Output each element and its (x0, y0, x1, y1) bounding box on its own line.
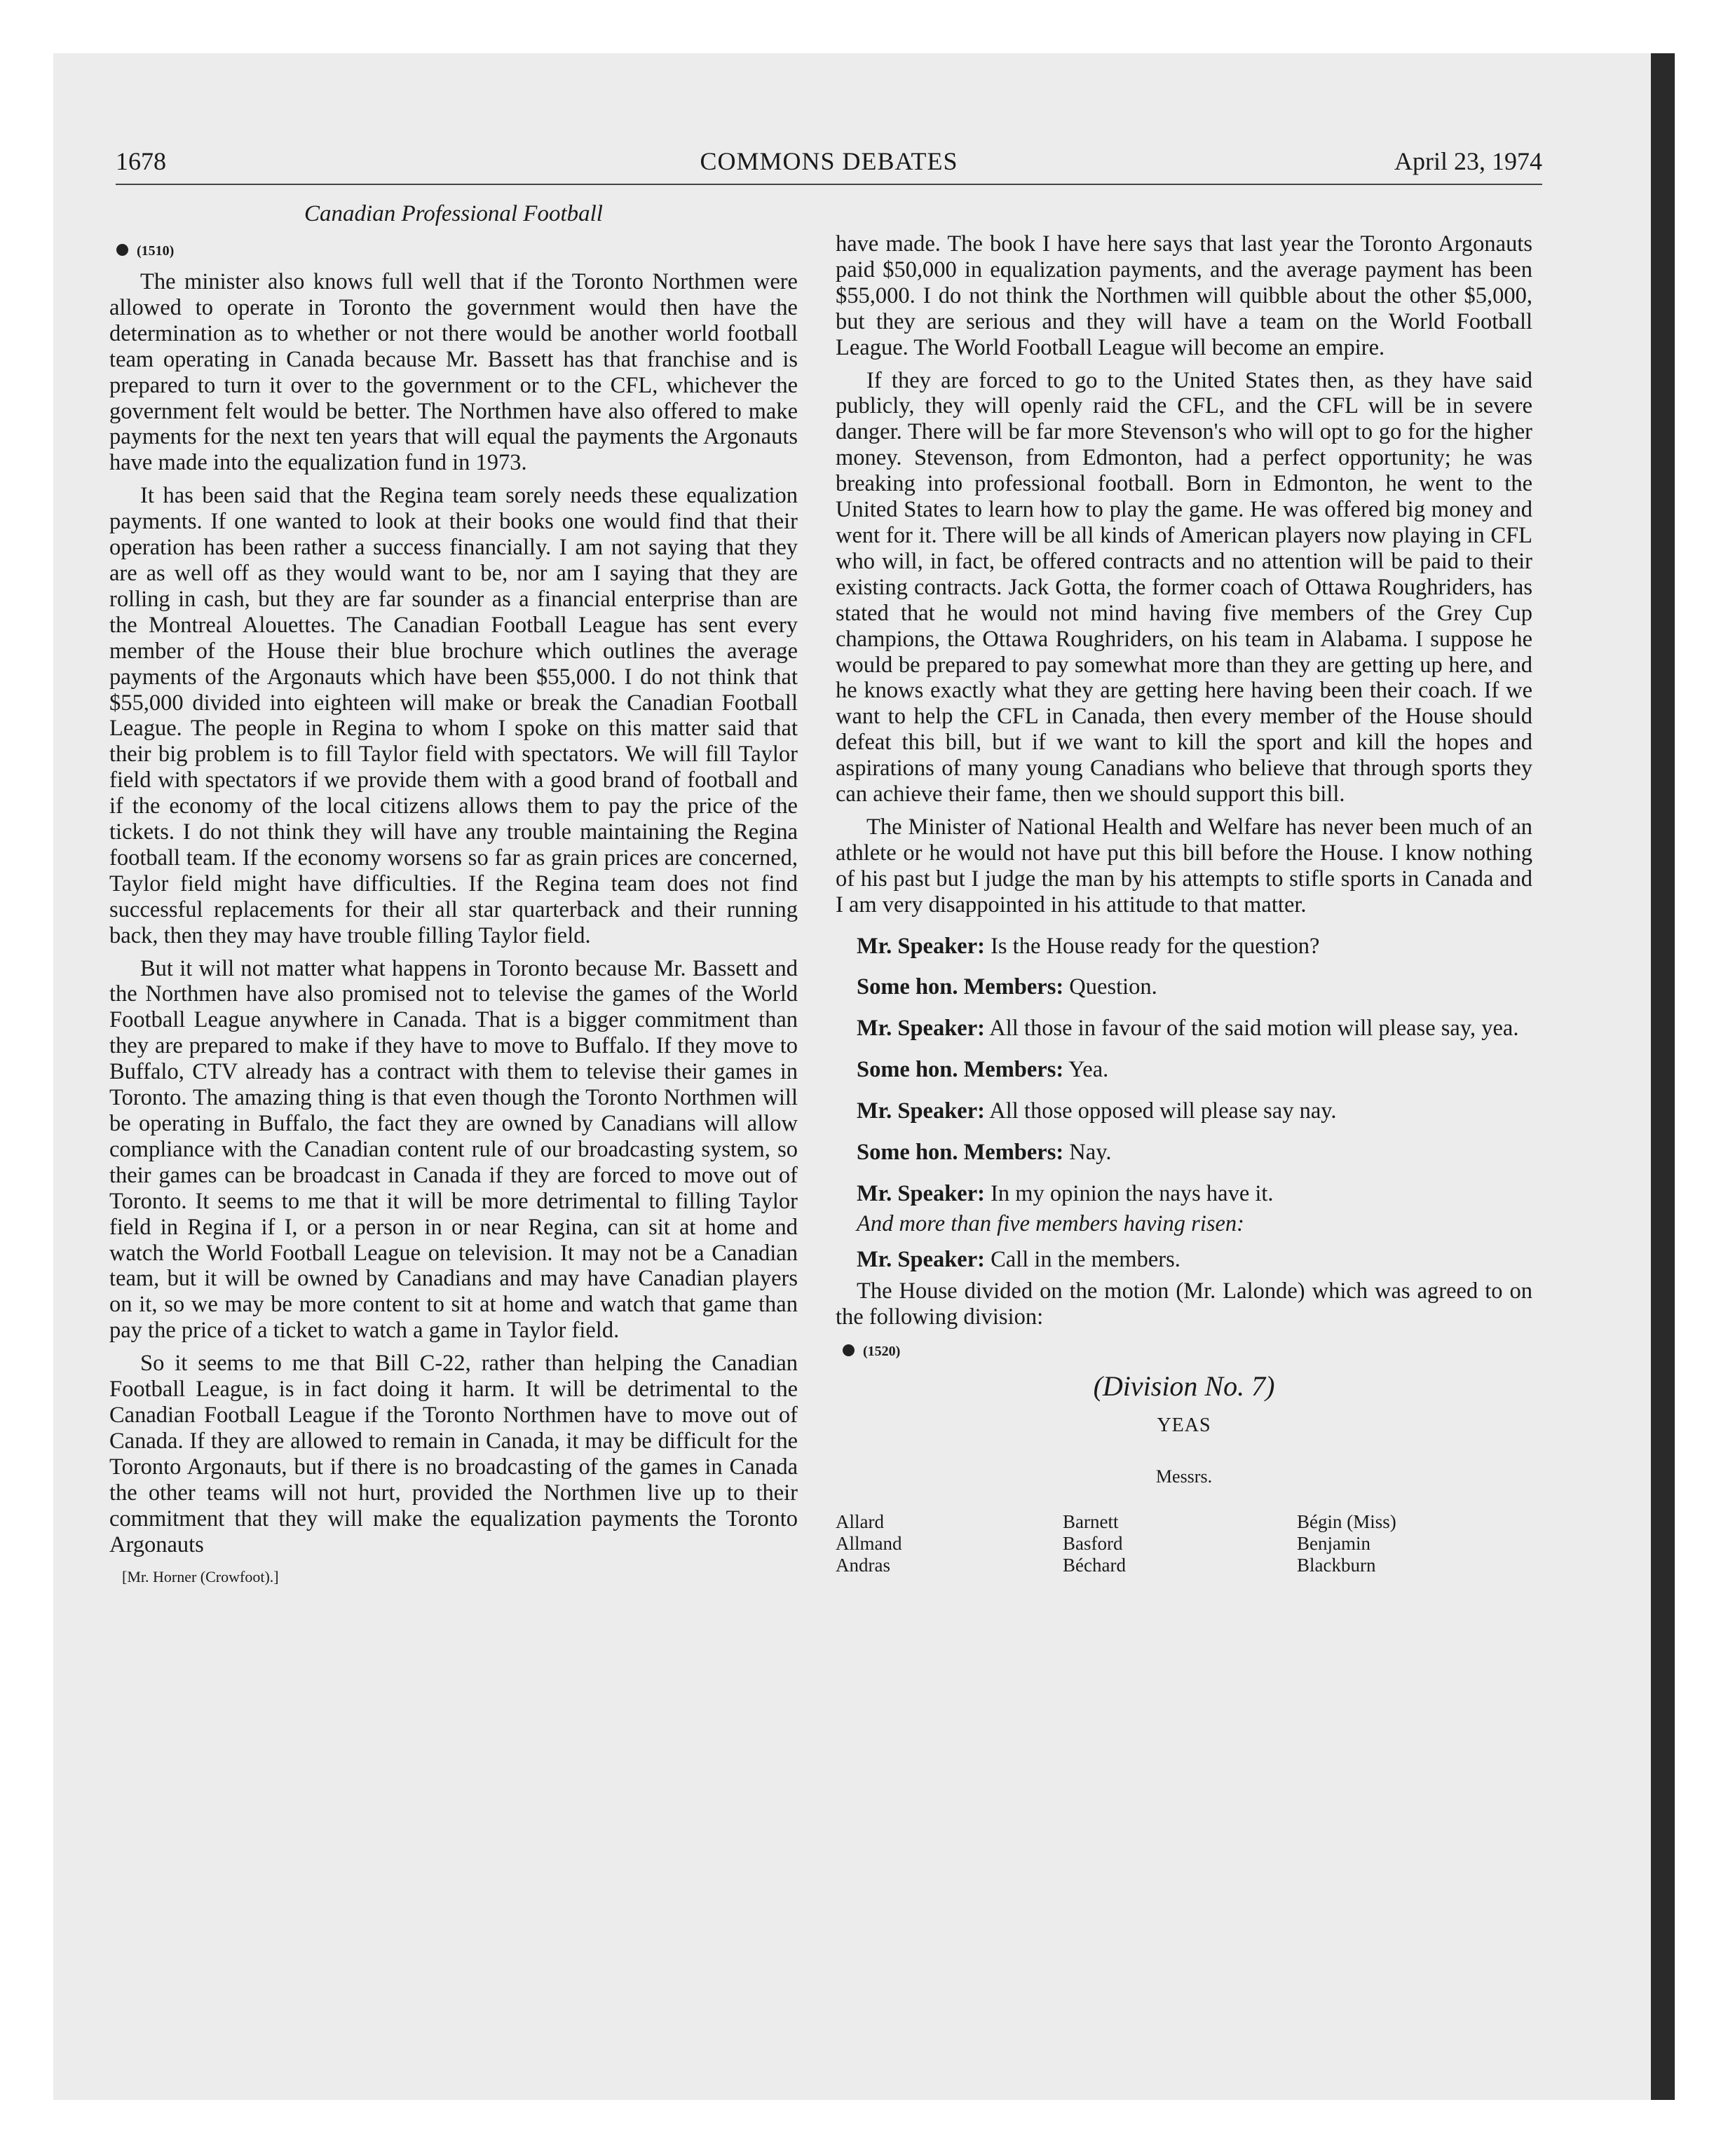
speech-text: Is the House ready for the question? (991, 933, 1320, 959)
binding-edge (1651, 53, 1675, 2100)
speech-line (836, 1181, 1532, 1207)
page-number: 1678 (116, 147, 166, 175)
paragraph: It has been said that the Regina team sorely needs these equalization payments. If one wanted to look at their books one would find that their operation has been rather a success financially. I am not saying that they are as well off as they would want to be, nor am I saying that they are rolling in cash, but they are far sounder as a financial enterprise than are the Montreal Alouettes. The Canadian Football League has sent every member of the House their blue brochure which outlines the average payments of the Argonauts which have been $55,000. I do not think that $55,000 divided into eighteen will make or break the Canadian Football League. The people in Regina to whom I spoke on this matter said that their big problem is to fill Taylor field with spectators. We will fill Taylor field with spectators if we provide them with a good brand of football and if the economy of the local citizens allows them to pay the price of the tickets. I do not think they will have any trouble maintaining the Regina football team. If the economy worsens so far as grain prices are concerned, Taylor field might have difficulties. If the Regina team does not find successful replacements for their all star quarterback and their running back, then they may have trouble filling Taylor field. (109, 483, 798, 948)
right-column (836, 231, 1532, 1576)
speech-line (836, 1057, 1532, 1083)
member-name: Bégin (Miss) (1297, 1511, 1396, 1533)
speaker-attribution: [Mr. Horner (Crowfoot).] (122, 1568, 279, 1586)
section-heading: Canadian Professional Football (304, 201, 603, 226)
member-name: Andras (836, 1555, 890, 1576)
speaker-name: Some hon. Members: (857, 974, 1064, 1000)
speaker-name: Mr. Speaker: (857, 1016, 985, 1042)
paragraph: If they are forced to go to the United States then, as they have said publicly, they will openly raid the CFL, and the CFL will be in severe danger. There will be far more Stevenson's who will opt to go for the higher money. Stevenson, from Edmonton, had a perfect opportunity; he was breaking into professional football. Born in Edmonton, he went to the United States to learn how to play the game. He was offered big money and went for it. There will be all kinds of American players now playing in CFL who will, in fact, be offered contracts and no attention will be paid to their existing contracts. Jack Gotta, the former coach of Ottawa Roughriders, has stated that he would not mind having five members of the Grey Cup champions, the Ottawa Roughriders, on his team in Alabama. I suppose he would be prepared to pay somewhat more than they are getting up here, and he knows exactly what they are getting here having been their coach. If we want to help the CFL in Canada, then every member of the House should defeat this bill, but if we want to kill the sport and kill the hopes and aspirations of many young Canadians who believe that through sports they can achieve their fame, then we should support this bill. (836, 367, 1532, 807)
member-name: Béchard (1063, 1555, 1126, 1576)
member-name: Allmand (836, 1533, 902, 1555)
speaker-name: Mr. Speaker: (857, 1098, 985, 1124)
member-name: Basford (1063, 1533, 1123, 1555)
speech-text: All those opposed will please say nay. (989, 1098, 1337, 1124)
messrs-heading: Messrs. (1155, 1466, 1213, 1487)
speaker-name: Mr. Speaker: (857, 933, 985, 959)
paragraph: So it seems to me that Bill C-22, rather than helping the Canadian Football League, is in fact doing it harm. It will be detrimental to the Canadian Football League if the Toronto Northmen have to move out of Canada. If they are allowed to remain in Canada, it may be difficult for the Toronto Argonauts, but if there is no broadcasting of the games in Canada the other teams will not hurt, provided the Northmen live up to their commitment that they will make the equalization payments the Toronto Argonauts (109, 1351, 798, 1557)
speech-text: Yea. (1068, 1057, 1109, 1083)
division-title: (Division No. 7) (1093, 1370, 1275, 1402)
page-header (116, 140, 1542, 185)
member-name: Allard (836, 1511, 884, 1533)
member-names (836, 1511, 1532, 1576)
speech-text: Call in the members. (991, 1246, 1181, 1272)
speech-line (836, 1016, 1532, 1042)
paragraph: have made. The book I have here says that last year the Toronto Argonauts paid $50,000 in equalization payments, and the average payment has been $55,000. I do not think the Northmen will quibble about the other $5,000, but they are serious and they will have a team on the World Football League. The World Football League will become an empire. (836, 231, 1532, 360)
speech-text: Nay. (1069, 1140, 1112, 1166)
member-name: Barnett (1063, 1511, 1119, 1533)
speech-text: In my opinion the nays have it. (991, 1181, 1274, 1206)
speaker-name: Some hon. Members: (857, 1057, 1064, 1083)
yeas-heading: YEAS (1157, 1414, 1211, 1437)
speech-line (836, 1247, 1532, 1273)
speaker-name: Mr. Speaker: (857, 1181, 985, 1206)
paragraph: The minister also knows full well that if the Toronto Northmen were allowed to operate in Toronto the government would then have the determination as to whether or not there would be another world football team operating in Canada because Mr. Bassett has that franchise and is prepared to turn it over to the government or to the CFL, whichever the government felt would be better. The Northmen have also offered to make payments for the next ten years that will equal the payments the Argonauts have made into the equalization fund in 1973. (109, 269, 798, 476)
publication-title: COMMONS DEBATES (700, 147, 958, 175)
speech-line (836, 1140, 1532, 1166)
paragraph: But it will not matter what happens in Toronto because Mr. Bassett and the Northmen have also promised not to televise the games of the World Football League anywhere in Canada. That is a bigger commitment than they are prepared to make if they have to move to Buffalo. If they move to Buffalo, CTV already has a contract with them to televise their games in Toronto. The amazing thing is that even though the Toronto Northmen will be operating in Buffalo, the fact they are owned by Canadians will allow compliance with the Canadian content rule of our broadcasting system, so their games can be broadcast in Canada if they are forced to move out of Toronto. It seems to me that it will be more detrimental to filling Taylor field in Regina if I, or a person in or near Regina, can sit at home and watch the World Football League on television. It may not be a Canadian team, but it will be owned by Canadians and may have Canadian players on it, so we may be more content to sit at home and watch that game than pay the price of a ticket to watch a game in Taylor field. (109, 955, 798, 1344)
member-name: Benjamin (1297, 1533, 1370, 1555)
division-intro: The House divided on the motion (Mr. Lalonde) which was agreed to on the following division: (836, 1278, 1532, 1330)
bullet-icon (843, 1344, 855, 1356)
stage-direction: And more than five members having risen: (857, 1210, 1244, 1236)
timestamp-label: (1510) (137, 243, 175, 259)
speaker-name: Some hon. Members: (857, 1140, 1064, 1166)
speech-text: Question. (1069, 974, 1157, 1000)
speech-line (836, 1098, 1532, 1124)
speech-line (836, 934, 1532, 960)
timestamp-label: (1520) (863, 1343, 901, 1359)
member-name: Blackburn (1297, 1555, 1376, 1576)
speech-text: All those in favour of the said motion will please say, yea. (989, 1016, 1519, 1042)
page-date: April 23, 1974 (1394, 147, 1542, 175)
timestamp-marker (109, 237, 798, 269)
paragraph: The Minister of National Health and Welfare has never been much of an athlete or he would not have put this bill before the House. I know nothing of his past but I judge the man by his attempts to stifle sports in Canada and I am very disappointed in his attitude to that matter. (836, 814, 1532, 917)
left-column (109, 198, 798, 1590)
speaker-name: Mr. Speaker: (857, 1246, 985, 1272)
bullet-icon (116, 244, 128, 256)
speech-line (836, 974, 1532, 1000)
timestamp-marker (836, 1337, 1532, 1370)
